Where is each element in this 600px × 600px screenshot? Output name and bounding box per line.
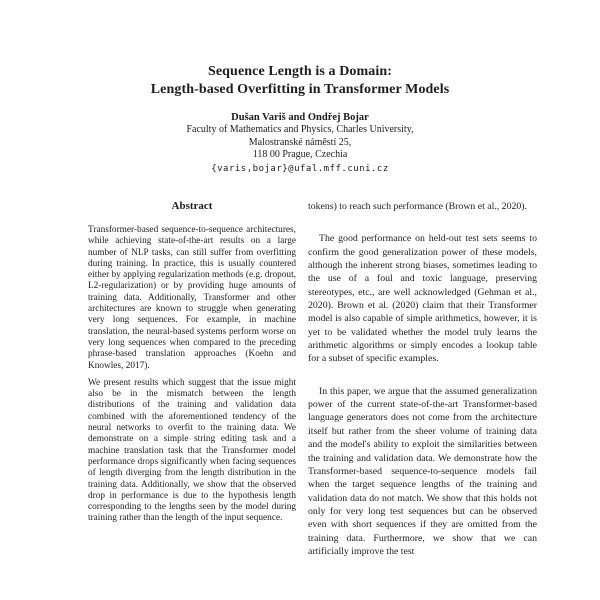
paper-header — [0, 0, 600, 176]
affiliation-line-2: Malostranské náměstí 25, — [248, 136, 352, 148]
authors: Dušan Variš and Ondřej Bojar — [231, 112, 369, 123]
body-paragraph-3: In this paper, we argue that the assumed generalization power of the current state-of-the-art Transformer-based language generators does not come from the architecture itself but rather from the sheer volume of training data and the model's ability to exploit the similarities between the training and validation data. We demonstrate how the Transformer-based sequence-to-sequence models fail when the target sequence lengths of the training and validation data do not match. We show that this holds not only for very long test sequences but can be observed even with short sequences if they are omitted from the training data. Furthermore, we show that we can artificially improve the test — [308, 385, 537, 557]
affiliation-line-3: 118 00 Prague, Czechia — [252, 149, 348, 161]
title-line-1: Sequence Length is a Domain: — [207, 64, 393, 79]
right-column — [308, 200, 537, 558]
affiliation-line-1: Faculty of Mathematics and Physics, Charles University, — [186, 124, 414, 135]
two-column-body — [0, 200, 600, 558]
body-paragraph-2: The good performance on held-out test sets seems to confirm the good generalization power of these models, although the inherent strong biases, sometimes leading to the use of a foul and toxic language, preserving stereotypes, etc., are well acknowledged (Gehman et al., 2020). Brown et al. (2020) claim that their Transformer model is also capable of simple arithmetics, however, it is yet to be validated whether the model truly learns the arithmetic algorithms or simply encodes a lookup table for a subset of specific examples. — [308, 233, 537, 365]
title-line-2: Length-based Overfitting in Transformer Models — [150, 82, 450, 97]
abstract-paragraph-2: We present results which suggest that the issue might also be in the mismatch between the length distributions of the training and validation data combined with the aforementioned tendency of the neural networks to overfit to the training data. We demonstrate on a simple string editing task and a machine translation task that the Transformer model performance drops significantly when facing sequences of length diverging from the length distribution in the training data. Additionally, we show that the observed drop in performance is due to the hypothesis length corresponding to the lengths seen by the model during training rather than the length of the input sequence. — [88, 377, 296, 524]
abstract-heading: Abstract — [171, 200, 213, 212]
paper-title — [0, 63, 600, 99]
body-paragraph-1: tokens) to reach such performance (Brown et al., 2020). — [308, 201, 527, 212]
email-address: {varis,bojar}@ufal.mff.cuni.cz — [211, 163, 389, 174]
left-column — [88, 200, 296, 525]
abstract-paragraph-1: Transformer-based sequence-to-sequence architectures, while achieving state-of-the-art results on a large number of NLP tasks, can still suffer from overfitting during training. In practice, this is usually countered either by applying regularization methods (e.g. dropout, L2-regularization) or by providing huge amounts of training data. Additionally, Transformer and other architectures are known to struggle when generating very long sequences. For example, in machine translation, the neural-based systems perform worse on very long sequences when compared to the preceding phrase-based translation approaches (Koehn and Knowles, 2017). — [88, 225, 296, 371]
